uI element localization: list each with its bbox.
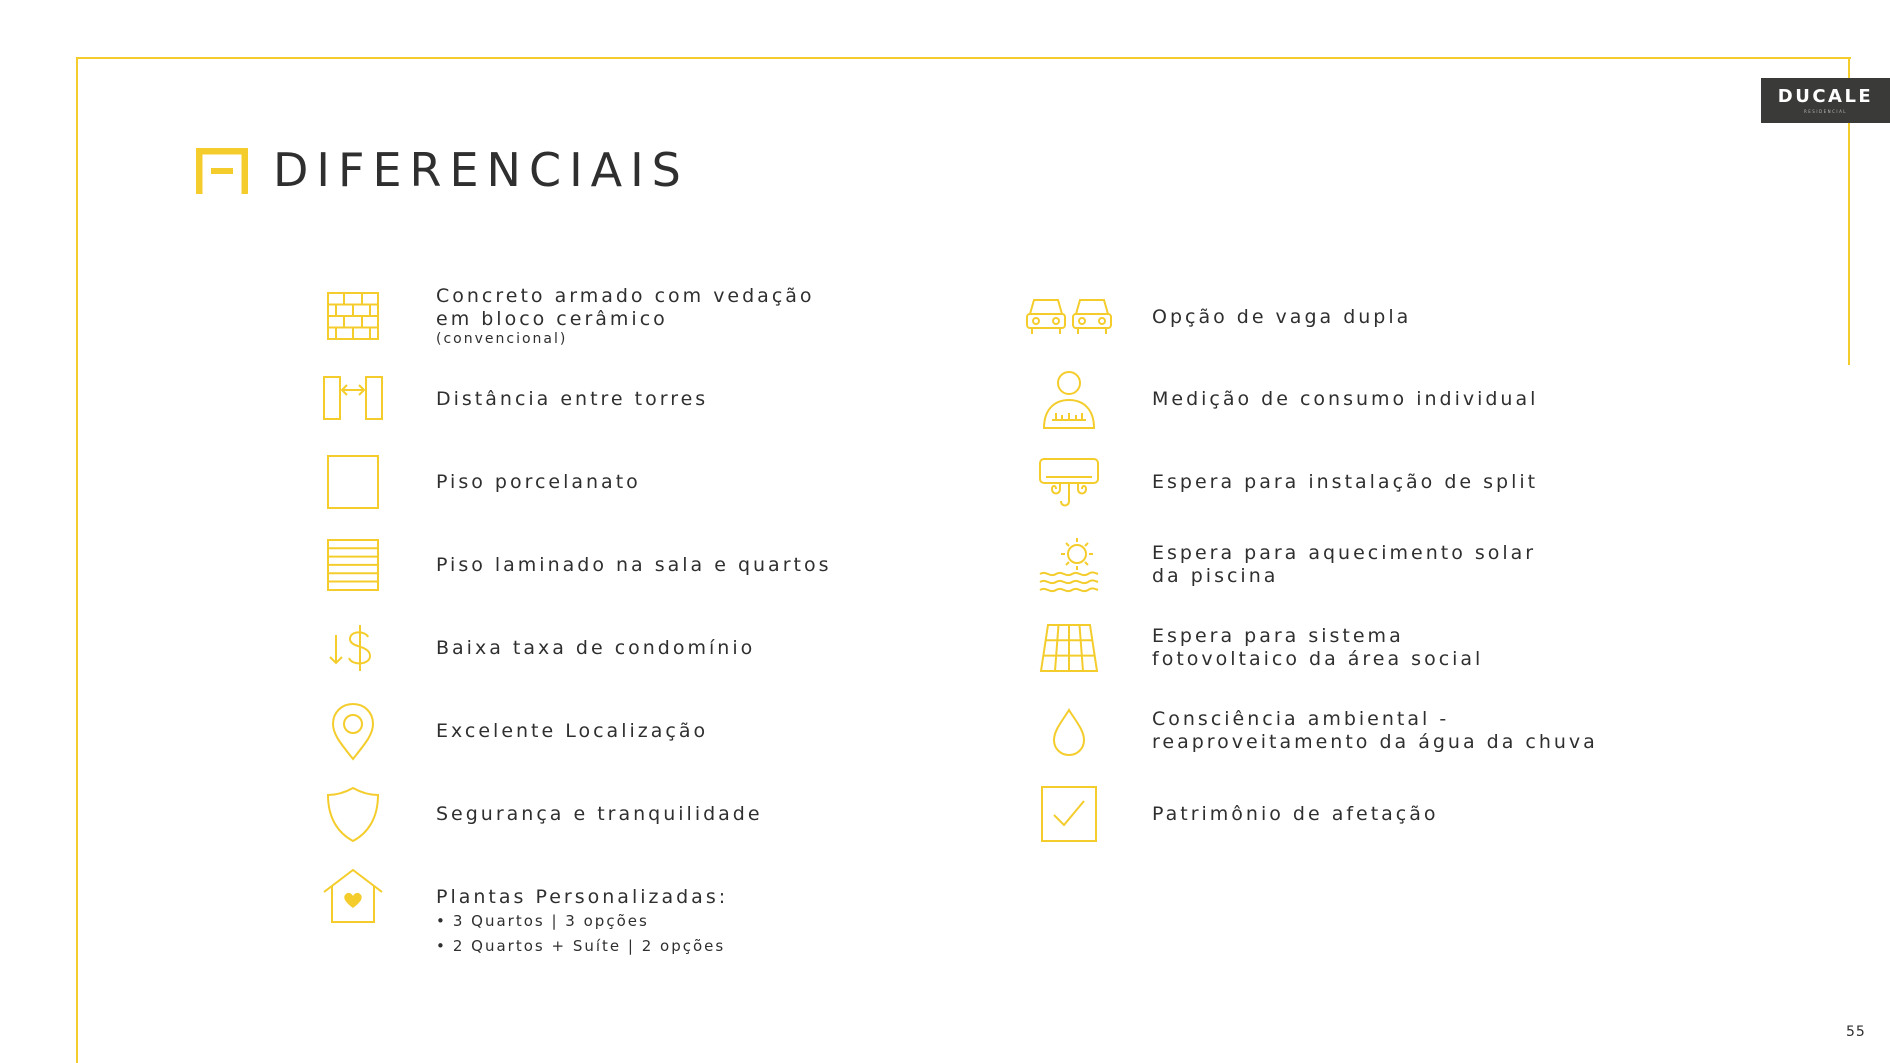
feature-label: Distância entre torres (436, 387, 709, 410)
feature-label: Excelente Localização (436, 719, 709, 742)
feature-label: em bloco cerâmico (436, 308, 668, 330)
feature-item (322, 451, 641, 513)
feature-item (322, 617, 755, 679)
feature-label: Espera para instalação de split (1152, 470, 1539, 493)
location-pin-icon (322, 700, 384, 762)
logo-text: DUCALE (1777, 85, 1874, 107)
tile-square-icon (322, 451, 384, 513)
feature-label: da piscina (1152, 565, 1279, 587)
feature-label: Baixa taxa de condomínio (436, 636, 756, 659)
brand-logo (1761, 78, 1890, 123)
feature-item (1038, 700, 1598, 762)
sun-water-icon (1038, 534, 1100, 596)
solar-panel-icon (1038, 617, 1100, 679)
logo-subtext: RESIDENCIAL (1803, 108, 1848, 114)
feature-item (322, 700, 708, 762)
feature-item (322, 368, 708, 430)
shield-icon (322, 783, 384, 845)
feature-label: Opção de vaga dupla (1152, 305, 1412, 328)
feature-item (322, 285, 815, 348)
feature-item (322, 783, 763, 845)
sub-item: • 2 Quartos + Suíte | 2 opções (436, 937, 726, 955)
feature-label: Piso porcelanato (436, 470, 641, 493)
feature-label: Segurança e tranquilidade (436, 802, 763, 825)
feature-label: Medição de consumo individual (1152, 387, 1539, 410)
tower-distance-icon (322, 368, 384, 430)
page-number: 55 (1846, 1024, 1866, 1040)
feature-label: Patrimônio de afetação (1152, 802, 1439, 825)
air-conditioner-icon (1038, 451, 1100, 513)
feature-item (322, 534, 832, 596)
feature-note: (convencional) (436, 331, 568, 347)
sub-item: • 3 Quartos | 3 opções (436, 912, 649, 930)
feature-item (322, 866, 728, 959)
feature-label: Espera para aquecimento solar (1152, 542, 1537, 564)
feature-item (1038, 286, 1411, 348)
feature-label: Piso laminado na sala e quartos (436, 553, 832, 576)
page-title: DIFERENCIAIS (273, 143, 689, 197)
checkbox-icon (1038, 783, 1100, 845)
low-fee-dollar-icon (322, 617, 384, 679)
feature-label: reaproveitamento da água da chuva (1152, 731, 1598, 753)
water-drop-icon (1038, 700, 1100, 762)
brick-wall-icon (322, 286, 384, 348)
feature-item (1038, 534, 1536, 596)
feature-label: Plantas Personalizadas: (436, 886, 729, 908)
title-mark-icon (196, 148, 248, 194)
feature-label: Espera para sistema (1152, 625, 1404, 647)
house-heart-icon (322, 866, 384, 928)
feature-item (1038, 783, 1439, 845)
feature-item (1038, 368, 1538, 430)
meter-person-icon (1038, 368, 1100, 430)
two-cars-icon (1024, 286, 1114, 348)
feature-label: fotovoltaico da área social (1152, 648, 1484, 670)
feature-label: Consciência ambiental - (1152, 708, 1450, 730)
laminate-floor-icon (322, 534, 384, 596)
feature-item (1038, 451, 1538, 513)
feature-label: Concreto armado com vedação (436, 285, 815, 307)
frame-top-border (76, 57, 1851, 59)
feature-item (1038, 617, 1483, 679)
frame-left-border (76, 57, 78, 1063)
